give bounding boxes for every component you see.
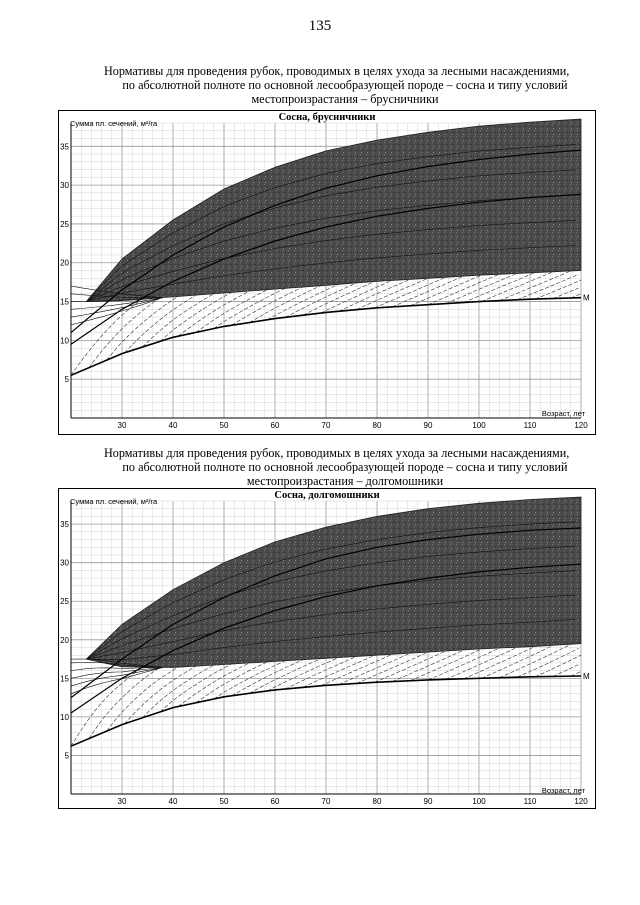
y-tick-label: 20 (60, 635, 69, 645)
x-tick-label: 80 (372, 797, 382, 806)
hatch-line (499, 644, 570, 677)
y-tick-label: 35 (60, 142, 69, 152)
hatch-line (339, 653, 410, 684)
x-tick-label: 40 (168, 797, 178, 806)
chart-caption-1 (80, 64, 610, 106)
caption-line: Нормативы для проведения рубок, проводимых в целях ухода за лесными насаждениями, (104, 64, 570, 78)
x-tick-label: 110 (523, 797, 537, 806)
y-tick-label: 25 (60, 597, 69, 607)
hatch-line (374, 277, 445, 308)
y-tick-label: 10 (60, 336, 69, 346)
caption-line: местопроизрастания – долгомошники (246, 474, 444, 488)
y-tick-label: 35 (60, 520, 69, 530)
y-tick-label: 25 (60, 219, 69, 229)
x-tick-label: 40 (168, 421, 178, 430)
x-tick-label: 80 (372, 421, 382, 430)
chart-svg-2 (59, 489, 597, 810)
fan-line (71, 667, 163, 693)
caption-line: Нормативы для проведения рубок, проводимых в целях ухода за лесными насаждениями, (104, 446, 570, 460)
hatch-line (142, 665, 213, 718)
curve-label-m: М (583, 293, 590, 303)
y-tick-label: 10 (60, 712, 69, 722)
caption-line: по абсолютной полноте по основной лесообразующей породе – сосна и типу условий (122, 460, 568, 474)
chart-caption-2 (80, 446, 610, 488)
hatch-line (428, 274, 499, 305)
hatch-line (446, 273, 518, 303)
x-tick-label: 90 (423, 797, 433, 806)
x-tick-label: 60 (270, 421, 280, 430)
caption-line: местопроизрастания – брусничники (251, 92, 439, 106)
chart-svg-1 (59, 111, 597, 436)
hatch-line (410, 275, 481, 306)
hatch-line (71, 667, 142, 746)
x-tick-label: 70 (321, 421, 331, 430)
curve-label-m: М (583, 672, 590, 682)
hatch-line (374, 651, 445, 682)
hatch-line (125, 295, 196, 353)
x-tick-label: 90 (423, 421, 433, 430)
hatch-line (553, 288, 579, 298)
x-tick-label: 100 (472, 421, 486, 430)
y-tick-label: 5 (64, 375, 69, 385)
y-tick-label: 5 (64, 751, 69, 761)
chart-frame-2 (58, 488, 596, 809)
x-tick-label: 110 (523, 421, 537, 430)
x-tick-label: 70 (321, 797, 331, 806)
y-tick-label: 15 (60, 674, 69, 684)
x-tick-label: 30 (117, 421, 127, 430)
y-tick-label: 15 (60, 297, 69, 307)
x-tick-label: 50 (219, 797, 229, 806)
fan-line (71, 667, 163, 686)
chart-title: Сосна, брусничники (278, 112, 376, 123)
page-number: 135 (308, 18, 332, 34)
hatch-line (160, 664, 231, 712)
x-tick-label: 30 (117, 797, 127, 806)
recommended-thinning-band (86, 497, 581, 667)
chart-title: Сосна, долгомошники (274, 490, 380, 501)
x-tick-label: 60 (270, 797, 280, 806)
hatch-line (303, 282, 374, 316)
hatch-line (482, 272, 553, 302)
caption-line: по абсолютной полноте по основной лесообразующей породе – сосна и типу условий (122, 78, 568, 92)
y-tick-label: 20 (60, 258, 69, 268)
x-tick-label: 50 (219, 421, 229, 430)
x-tick-label: 100 (472, 797, 486, 806)
x-tick-label: 120 (574, 797, 588, 806)
x-axis-label: Возраст, лет (541, 786, 585, 795)
hatch-line (196, 662, 267, 703)
x-axis-label: Возраст, лет (541, 409, 585, 418)
y-axis-label: Сумма пл. сечений, м²/га (70, 497, 158, 506)
x-tick-label: 120 (574, 421, 588, 430)
y-tick-label: 30 (60, 181, 69, 191)
chart-frame-1 (58, 110, 596, 435)
y-tick-label: 30 (60, 558, 69, 568)
y-axis-label: Сумма пл. сечений, м²/га (70, 119, 158, 128)
